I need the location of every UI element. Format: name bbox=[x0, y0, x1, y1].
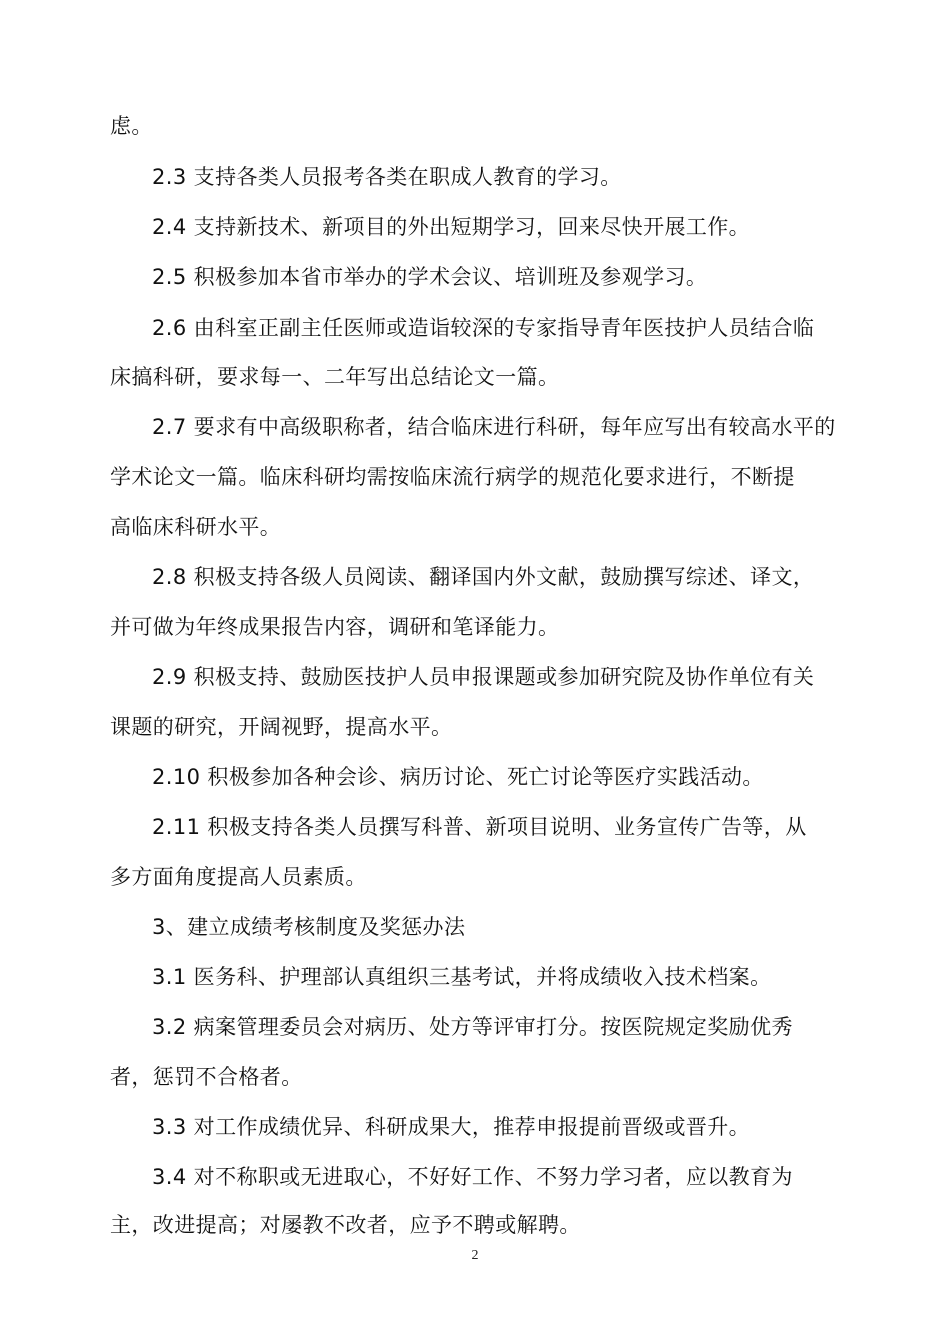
text-line: 2.3 支持各类人员报考各类在职成人教育的学习。 bbox=[152, 165, 622, 189]
text-line: 课题的研究，开阔视野，提高水平。 bbox=[110, 715, 453, 739]
text-line: 2.10 积极参加各种会诊、病历讨论、死亡讨论等医疗实践活动。 bbox=[152, 765, 764, 789]
text-line: 学术论文一篇。临床科研均需按临床流行病学的规范化要求进行，不断提 bbox=[110, 465, 795, 489]
text-line: 并可做为年终成果报告内容，调研和笔译能力。 bbox=[110, 615, 560, 639]
text-line: 主，改进提高；对屡教不改者，应予不聘或解聘。 bbox=[110, 1213, 581, 1237]
text-line: 床搞科研，要求每一、二年写出总结论文一篇。 bbox=[110, 365, 560, 389]
text-line: 多方面角度提高人员素质。 bbox=[110, 865, 367, 889]
text-line: 3.4 对不称职或无进取心，不好好工作、不努力学习者，应以教育为 bbox=[152, 1165, 793, 1189]
text-line: 2.9 积极支持、鼓励医技护人员申报课题或参加研究院及协作单位有关 bbox=[152, 665, 815, 689]
text-line: 高临床科研水平。 bbox=[110, 515, 282, 539]
text-line: 3.1 医务科、护理部认真组织三基考试，并将成绩收入技术档案。 bbox=[152, 965, 772, 989]
text-line: 者，惩罚不合格者。 bbox=[110, 1065, 303, 1089]
section-heading: 3、建立成绩考核制度及奖惩办法 bbox=[152, 915, 466, 939]
text-line: 2.8 积极支持各级人员阅读、翻译国内外文献，鼓励撰写综述、译文， bbox=[152, 565, 815, 589]
text-line: 虑。 bbox=[110, 114, 153, 138]
text-line: 2.6 由科室正副主任医师或造诣较深的专家指导青年医技护人员结合临 bbox=[152, 316, 815, 340]
page-number: 2 bbox=[471, 1248, 479, 1263]
text-line: 2.4 支持新技术、新项目的外出短期学习，回来尽快开展工作。 bbox=[152, 215, 751, 239]
text-line: 2.7 要求有中高级职称者，结合临床进行科研，每年应写出有较高水平的 bbox=[152, 415, 836, 439]
text-line: 2.11 积极支持各类人员撰写科普、新项目说明、业务宣传广告等，从 bbox=[152, 815, 807, 839]
text-line: 3.2 病案管理委员会对病历、处方等评审打分。按医院规定奖励优秀 bbox=[152, 1015, 793, 1039]
text-line: 3.3 对工作成绩优异、科研成果大，推荐申报提前晋级或晋升。 bbox=[152, 1115, 751, 1139]
text-line: 2.5 积极参加本省市举办的学术会议、培训班及参观学习。 bbox=[152, 265, 708, 289]
